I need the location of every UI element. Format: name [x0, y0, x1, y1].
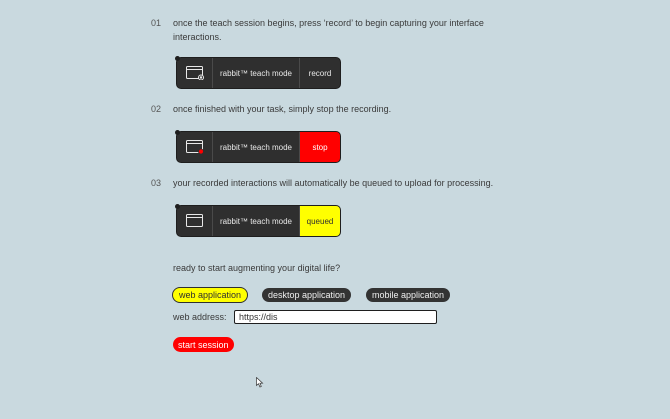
- status-dot: [175, 204, 180, 209]
- teach-mode-widget-stop: [177, 132, 340, 162]
- stop-button[interactable]: stop: [300, 132, 340, 162]
- start-prompt: ready to start augmenting your digital life?: [173, 263, 341, 273]
- start-session-button[interactable]: start session: [173, 337, 234, 352]
- step-text: your recorded interactions will automatically be queued to upload for processing.: [173, 178, 494, 188]
- mobile-application-option[interactable]: mobile application: [366, 288, 450, 302]
- step-text: once finished with your task, simply stop the recording.: [173, 104, 392, 114]
- window-icon: [177, 206, 213, 236]
- teach-mode-label: rabbit™ teach mode: [213, 132, 300, 162]
- teach-mode-label: rabbit™ teach mode: [213, 206, 300, 236]
- status-dot: [175, 56, 180, 61]
- window-record-icon: [177, 58, 213, 88]
- web-application-option[interactable]: web application: [173, 288, 247, 302]
- web-address-label: web address:: [173, 312, 227, 322]
- window-recording-icon: [177, 132, 213, 162]
- step-number: 01: [151, 18, 162, 28]
- teach-mode-label: rabbit™ teach mode: [213, 58, 300, 88]
- web-address-input[interactable]: [234, 310, 437, 324]
- queued-status: queued: [300, 206, 340, 236]
- teach-mode-widget-record: [177, 58, 340, 88]
- status-dot: [175, 130, 180, 135]
- mouse-cursor-icon: [256, 377, 264, 388]
- desktop-application-option[interactable]: desktop application: [262, 288, 351, 302]
- step-number: 03: [151, 178, 162, 188]
- record-button[interactable]: record: [308, 68, 332, 78]
- teach-mode-widget-queued: [177, 206, 340, 236]
- step-text: once the teach session begins, press ‘record’ to begin capturing your interface interactions.: [173, 18, 484, 42]
- step-number: 02: [151, 104, 162, 114]
